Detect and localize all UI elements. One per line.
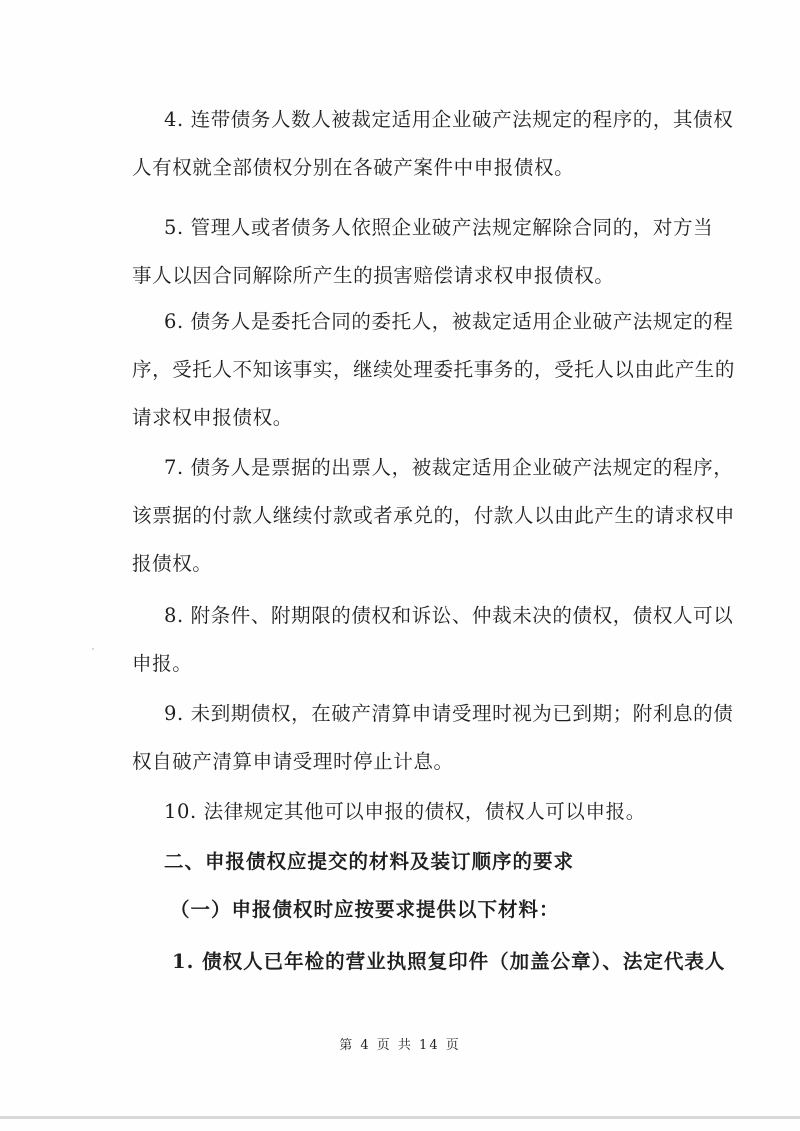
paragraph-item-9 bbox=[132, 690, 734, 786]
paragraph-line: 该票据的付款人继续付款或者承兑的，付款人以由此产生的请求权申 bbox=[132, 504, 736, 527]
paragraph-item-6 bbox=[132, 298, 736, 442]
scan-speck bbox=[92, 648, 94, 650]
paragraph-line: 5. 管理人或者债务人依照企业破产法规定解除合同的，对方当 bbox=[164, 216, 714, 239]
paragraph-line: 7. 债务人是票据的出票人，被裁定适用企业破产法规定的程序， bbox=[164, 456, 734, 479]
paragraph-line: 10. 法律规定其他可以申报的债权，债权人可以申报。 bbox=[164, 800, 646, 823]
paragraph-line: 权自破产清算申请受理时停止计息。 bbox=[132, 750, 454, 773]
paragraph-item-7 bbox=[132, 444, 736, 588]
paragraph-item-4 bbox=[132, 96, 734, 192]
page-number-footer: 第 4 页 共 14 页 bbox=[339, 1038, 461, 1053]
paragraph-line: 报债权。 bbox=[132, 552, 213, 575]
paragraph-line: 事人以因合同解除所产生的损害赔偿请求权申报债权。 bbox=[132, 264, 615, 287]
paragraph-line: 9. 未到期债权，在破产清算申请受理时视为已到期；附利息的债 bbox=[164, 702, 734, 725]
paragraph-line: 人有权就全部债权分别在各破产案件中申报债权。 bbox=[132, 156, 575, 179]
page-bottom-edge bbox=[0, 1116, 800, 1119]
paragraph-line: 6. 债务人是委托合同的委托人，被裁定适用企业破产法规定的程 bbox=[164, 310, 734, 333]
paragraph-line: 申报。 bbox=[132, 652, 193, 675]
paragraph-line: 序，受托人不知该事实，继续处理委托事务的，受托人以由此产生的 bbox=[132, 358, 736, 381]
paragraph-item-10 bbox=[132, 788, 692, 836]
section-heading-2: 二、申报债权应提交的材料及装订顺序的要求 bbox=[164, 850, 575, 873]
paragraph-line: 请求权申报债权。 bbox=[132, 406, 293, 429]
subsection-heading-1: （一）申报债权时应按要求提供以下材料： bbox=[170, 898, 560, 921]
paragraph-line: 4. 连带债务人数人被裁定适用企业破产法规定的程序的，其债权 bbox=[164, 108, 734, 131]
paragraph-line: 8. 附条件、附期限的债权和诉讼、仲裁未决的债权，债权人可以 bbox=[164, 604, 734, 627]
paragraph-item-8 bbox=[132, 592, 734, 688]
materials-item-1: 1. 债权人已年检的营业执照复印件（加盖公章）、法定代表人 bbox=[172, 950, 726, 973]
paragraph-item-5 bbox=[132, 204, 714, 300]
